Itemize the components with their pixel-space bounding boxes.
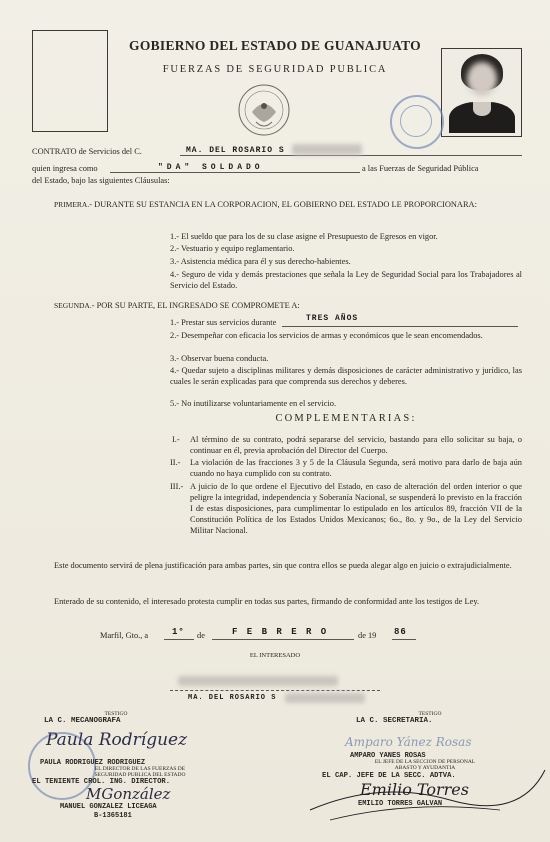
date-place: Marfil, Gto., a (100, 631, 149, 640)
date-day: 1° (172, 627, 185, 637)
director-signature: MGonzález (86, 785, 171, 803)
photo-person (445, 52, 518, 133)
contract-line-1: CONTRATO de Servicios del C. (32, 147, 142, 156)
director-name: MANUEL GONZALEZ LICEAGA (60, 803, 157, 811)
date-month: F E B R E R O (232, 627, 329, 637)
right-witness-name: AMPARO YANES ROSAS (350, 752, 426, 760)
left-witness-role: LA C. MECANOGRAFA (44, 717, 121, 725)
complementaria-3-text: A juicio de lo que ordene el Ejecutivo del Estado, en caso de alteración del orden interior o que peligre la integridad, independencia y Soberanía Nacional, se suspenderá lo previsto en la fracción I de estas disposiciones, para cumplimentar lo estipulado en los artículos 89, fracción VII de la Constitución Política de los Estados Unidos Mexicanos; 6o., 8o. y 9o., de la Ley del Servicio Militar Nacional. (190, 482, 522, 535)
right-witness-role: LA C. SECRETARIA. (356, 717, 433, 725)
date-year-underline (392, 639, 416, 640)
contract-line-2-suffix: a las Fuerzas de Seguridad Pública (362, 164, 479, 173)
primera-item-4: 4.- Seguro de vida y demás prestaciones que señala la Ley de Seguridad Social para los Trabajadores al Servicio del Estado. (170, 270, 522, 290)
jefe-title: EL CAP. JEFE DE LA SECC. ADTVA. (322, 772, 456, 780)
paragraph-agreement: Enterado de su contenido, el interesado protesta cumplir en todas sus partes, firmando de conformidad ante los testigos de Ley. (54, 597, 480, 606)
name-field: MA. DEL ROSARIO S (186, 146, 285, 155)
rank-field-underline (110, 172, 360, 173)
interesado-label: EL INTERESADO (249, 652, 301, 659)
segunda-item-5: 5.- No inutilizarse voluntariamente en el servicio. (170, 399, 337, 408)
name-field-underline (180, 155, 522, 156)
clause-primera-text: - DURANTE SU ESTANCIA EN LA CORPORACION, EL GOBIERNO DEL ESTADO LE PROPORCIONARA: (89, 200, 477, 209)
right-cert-line-1: EL JEFE DE LA SECCION DE PERSONAL (374, 759, 476, 765)
left-witness-testigo: TESTIGO (104, 711, 128, 717)
complementaria-2-text: La violación de las fracciones 3 y 5 de la Cláusula Segunda, será motivo para darlo de baja aún cuando no haya cumplido con su contrato. (190, 458, 522, 478)
signature-flourishes (300, 760, 550, 830)
duration-field-underline (282, 326, 518, 327)
document-subtitle: FUERZAS DE SEGURIDAD PUBLICA (162, 64, 388, 75)
left-witness-name: PAULA RODRIGUEZ RODRIGUEZ (40, 759, 146, 767)
left-cert-line-1: EL DIRECTOR DE LAS FUERZAS DE (94, 766, 186, 772)
complementaria-3-num: III.- (170, 482, 184, 491)
complementaria-1-num: I.- (172, 435, 180, 444)
photo-frame (441, 48, 522, 137)
contract-line-2-prefix: quien ingresa como (32, 164, 98, 173)
primera-item-3: 3.- Asistencia médica para él y sus derecho-habientes. (170, 257, 351, 266)
coat-of-arms-seal (236, 82, 292, 138)
rank-field: "DA" SOLDADO (158, 163, 264, 172)
redacted-interesado-surname (285, 693, 365, 703)
left-witness-signature: Paula Rodríguez (46, 730, 188, 750)
redacted-surname (292, 144, 362, 155)
segunda-item-4: 4.- Quedar sujeto a disciplinas militares y demás disposiciones de carácter administrativo y jurídico, las cuales le serán explicadas para que comprenda sus derechos y deberes. (170, 366, 522, 386)
complementarias-heading: COMPLEMENTARIAS: (275, 413, 417, 424)
document-title: GOBIERNO DEL ESTADO DE GUANAJUATO (129, 38, 421, 53)
right-cert-line-2: ABASTO Y AYUDANTIA (394, 765, 456, 771)
date-month-underline (212, 639, 354, 640)
director-title: EL TENIENTE CROL. ING. DIRECTOR. (32, 778, 171, 786)
primera-item-1: 1.- El sueldo que para los de su clase asigne el Presupuesto de Egresos en vigor. (170, 232, 438, 241)
director-id: B-1365181 (94, 812, 132, 820)
segunda-item-1: 1.- Prestar sus servicios durante (170, 318, 277, 327)
segunda-item-2: 2.- Desempeñar con eficacia los servicios de armas y económicos que le sean encomendados. (170, 331, 483, 340)
clause-primera-label: PRIMERA. (54, 200, 90, 209)
clause-segunda (54, 300, 522, 311)
clause-segunda-label: SEGUNDA. (54, 301, 92, 310)
date-day-underline (164, 639, 194, 640)
right-witness-signature: Amparo Yánez Rosas (345, 735, 472, 749)
interesado-signature-line (170, 690, 380, 691)
left-cert-line-2: SEGURIDAD PUBLICA DEL ESTADO (94, 772, 186, 778)
clause-primera (54, 199, 522, 210)
interesado-name: MA. DEL ROSARIO S (188, 694, 277, 702)
complementaria-2-num: II.- (170, 458, 181, 467)
segunda-item-3: 3.- Observar buena conducta. (170, 354, 269, 363)
official-stamp-top-inner (400, 105, 432, 137)
redacted-interesado-signature (178, 676, 338, 686)
jefe-signature: Emilio Torres (360, 780, 469, 799)
paragraph-justification: Este documento servirá de plena justificación para ambas partes, sin que contra ellos se pueda alegar algo en juicio o extrajudicialmente. (54, 561, 512, 570)
date-de-2: de 19 (358, 631, 377, 640)
primera-item-2: 2.- Vestuario y equipo reglamentario. (170, 244, 295, 253)
clause-segunda-text: - POR SU PARTE, EL INGRESADO SE COMPROMETE A: (91, 301, 300, 310)
date-de-1: de (197, 631, 205, 640)
contract-line-3: del Estado, bajo las siguientes Cláusulas: (32, 176, 170, 185)
left-frame-box (32, 30, 108, 132)
duration-field: TRES AÑOS (306, 314, 359, 323)
date-year: 86 (394, 627, 407, 637)
right-witness-testigo: TESTIGO (418, 711, 442, 717)
jefe-name: EMILIO TORRES GALVAN (358, 800, 443, 808)
complementaria-1-text: Al término de su contrato, podrá separarse del servicio, bastando para ello solicitar su baja, o continuar en él, previa aprobación del Director del Cuerpo. (190, 435, 522, 455)
